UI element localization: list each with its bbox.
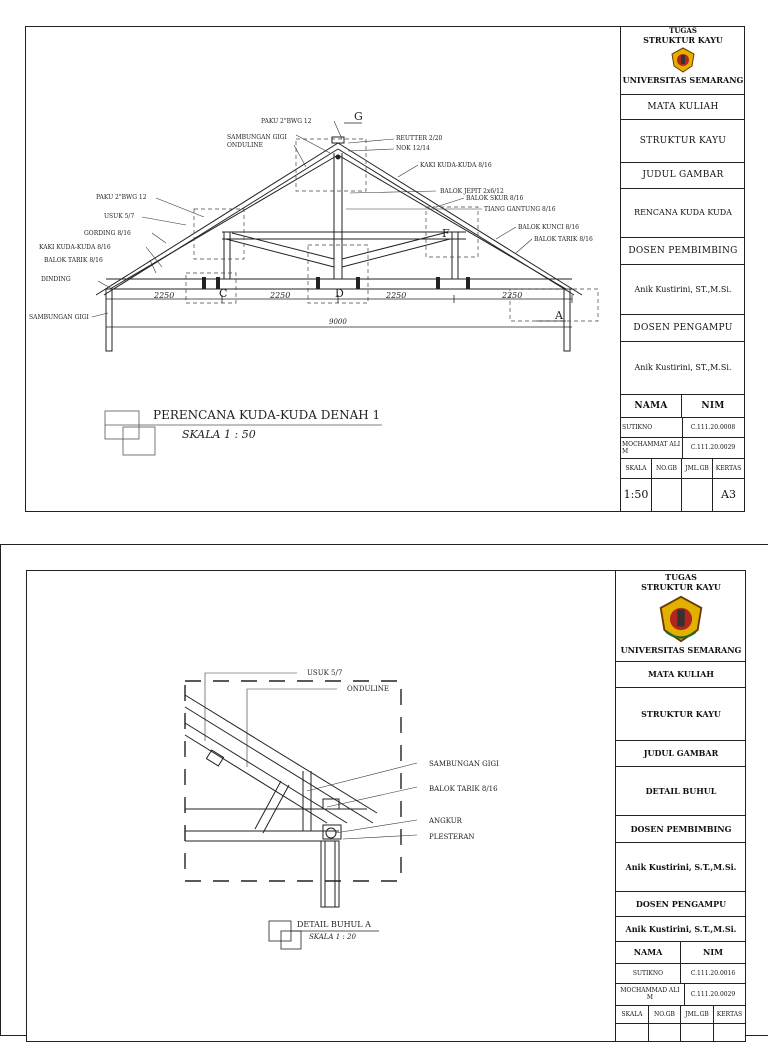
title-block <box>620 27 745 511</box>
total-span-dimension: 9000 <box>329 318 347 326</box>
judul-gambar-label: JUDUL GAMBAR <box>621 162 745 189</box>
student-name: SUTIKNO <box>621 417 683 437</box>
title-block-header <box>616 571 746 662</box>
mata-kuliah-label: MATA KULIAH <box>616 661 746 688</box>
drawing-caption-title: PERENCANA KUDA-KUDA DENAH 1 <box>153 408 381 422</box>
drawing-sheet-1 <box>25 26 745 512</box>
label-onduline: ONDULINE <box>227 142 264 149</box>
dosen-pengampu-name: Anik Kustirini, S.T.,M.Si. <box>616 916 746 942</box>
footer-value-row <box>616 1023 746 1041</box>
no-gb-value <box>649 1023 681 1041</box>
student-header-row <box>616 941 746 964</box>
skala-label: SKALA <box>616 1005 649 1023</box>
kertas-value: A3 <box>721 488 736 501</box>
drawing-caption-scale: SKALA 1 : 20 <box>309 933 356 941</box>
footer-label-row <box>621 458 745 479</box>
label-balok-skur: BALOK SKUR 8/16 <box>466 195 524 202</box>
drawing-caption-title: DETAIL BUHUL A <box>297 920 371 929</box>
skala-value: 1:50 <box>621 478 652 511</box>
label-balok-tarik-right: BALOK TARIK 8/16 <box>534 236 593 243</box>
nim-header: NIM <box>701 400 725 411</box>
label-usuk: USUK 5/7 <box>307 669 343 677</box>
label-onduline: ONDULINE <box>347 685 390 693</box>
title-block <box>615 571 746 1041</box>
no-gb-label: NO.GB <box>649 1005 681 1023</box>
dosen-pembimbing-label: DOSEN PEMBIMBING <box>616 815 746 843</box>
mata-kuliah-value: STRUKTUR KAYU <box>616 687 746 741</box>
kertas-label: KERTAS <box>715 464 742 472</box>
judul-gambar-value: DETAIL BUHUL <box>616 766 746 816</box>
dosen-pembimbing-name: Anik Kustirini, S.T.,M.Si. <box>616 842 746 892</box>
label-reutter: REUTTER 2/20 <box>396 135 443 142</box>
grid-mark-g: G <box>354 110 363 123</box>
footer-value-row <box>621 478 745 511</box>
mata-kuliah-value: STRUKTUR KAYU <box>621 119 745 163</box>
student-nim: C.111.20.0029 <box>690 444 736 451</box>
label-kaki-kuda-kuda-left: KAKI KUDA-KUDA 8/16 <box>39 244 111 251</box>
label-balok-kunci: BALOK KUNCI 8/16 <box>518 224 579 231</box>
label-balok-tarik-left: BALOK TARIK 8/16 <box>44 257 103 264</box>
dosen-pengampu-name: Anik Kustirini, ST.,M.Si. <box>621 341 745 395</box>
dimension-4: 2250 <box>502 291 523 300</box>
mata-kuliah-label: MATA KULIAH <box>621 94 745 120</box>
footer-label-row <box>616 1005 746 1024</box>
dosen-pengampu-label: DOSEN PENGAMPU <box>621 314 745 342</box>
nama-header: NAMA <box>616 941 681 963</box>
dimension-1: 2250 <box>154 291 175 300</box>
student-nim: C.111.20.0029 <box>690 990 736 998</box>
university-name: UNIVERSITAS SEMARANG <box>620 645 742 655</box>
title-block-header <box>621 27 745 95</box>
university-logo <box>670 47 696 73</box>
kertas-label: KERTAS <box>716 1010 743 1018</box>
student-name: MOCHAMMAD ALI M <box>616 983 685 1005</box>
buhul-detail-drawing <box>27 571 615 1041</box>
label-angkur: ANGKUR <box>429 817 462 825</box>
judul-gambar-label: JUDUL GAMBAR <box>616 740 746 767</box>
label-paku-left: PAKU 2"BWG 12 <box>96 194 147 201</box>
label-plesteran: PLESTERAN <box>429 833 475 841</box>
label-dinding: DINDING <box>41 276 71 283</box>
label-balok-tarik: BALOK TARIK 8/16 <box>429 785 498 793</box>
student-name: MOCHAMMAT ALI M <box>621 437 683 458</box>
label-balok-jepit: BALOK JEPIT 2x6/12 <box>440 188 504 195</box>
jml-gb-value <box>681 1023 714 1041</box>
kertas-value <box>714 1023 745 1041</box>
label-paku-top: PAKU 2"BWG 12 <box>261 118 312 125</box>
student-name: SUTIKNO <box>616 963 681 983</box>
jml-gb-value <box>682 478 713 511</box>
label-kaki-kuda-kuda-right: KAKI KUDA-KUDA 8/16 <box>420 162 492 169</box>
label-nok: NOK 12/14 <box>396 145 430 152</box>
label-usuk: USUK 5/7 <box>104 213 135 220</box>
skala-value <box>616 1023 649 1041</box>
student-row <box>616 983 746 1006</box>
grid-mark-c: C <box>219 287 228 300</box>
university-name: UNIVERSITAS SEMARANG <box>622 75 744 85</box>
drawing-caption-scale: SKALA 1 : 50 <box>182 428 256 441</box>
jml-gb-label: JML.GB <box>682 458 713 478</box>
nama-header: NAMA <box>621 394 682 417</box>
label-sambungan-gigi-bottom: SAMBUNGAN GIGI <box>29 314 89 321</box>
nim-header: NIM <box>703 947 723 957</box>
student-nim: C.111.20.0008 <box>690 423 736 431</box>
dosen-pembimbing-label: DOSEN PEMBIMBING <box>621 237 745 265</box>
university-logo <box>657 595 705 643</box>
grid-mark-a: A <box>555 309 563 322</box>
course-title: STRUKTUR KAYU <box>643 35 723 45</box>
student-nim: C.111.20.0016 <box>690 969 736 977</box>
no-gb-label: NO.GB <box>652 458 682 478</box>
drawing-sheet-2 <box>0 544 768 1036</box>
judul-gambar-value: RENCANA KUDA KUDA <box>621 188 745 238</box>
student-row <box>616 963 746 984</box>
roof-truss-drawing <box>26 27 620 511</box>
dimension-3: 2250 <box>386 291 407 300</box>
no-gb-value <box>652 478 682 511</box>
tugas-label: TUGAS <box>669 26 697 35</box>
label-sambungan-gigi-top: SAMBUNGAN GIGI <box>227 134 287 141</box>
skala-label: SKALA <box>621 458 652 478</box>
drawing-frame-2 <box>26 570 746 1042</box>
label-sambungan-gigi: SAMBUNGAN GIGI <box>429 760 499 768</box>
dosen-pembimbing-name: Anik Kustirini, ST.,M.Si. <box>621 264 745 315</box>
label-tiang-gantung: TIANG GANTUNG 8/16 <box>484 206 556 213</box>
student-header-row <box>621 394 745 418</box>
tugas-label: TUGAS <box>665 572 697 582</box>
student-row <box>621 417 745 438</box>
grid-mark-f: F <box>442 227 450 240</box>
student-row <box>621 437 745 459</box>
dimension-2: 2250 <box>270 291 291 300</box>
course-title: STRUKTUR KAYU <box>641 582 721 592</box>
grid-mark-d: D <box>335 287 344 300</box>
jml-gb-label: JML.GB <box>681 1005 714 1023</box>
dosen-pengampu-label: DOSEN PENGAMPU <box>616 891 746 917</box>
label-gording: GORDING 8/16 <box>84 230 131 237</box>
